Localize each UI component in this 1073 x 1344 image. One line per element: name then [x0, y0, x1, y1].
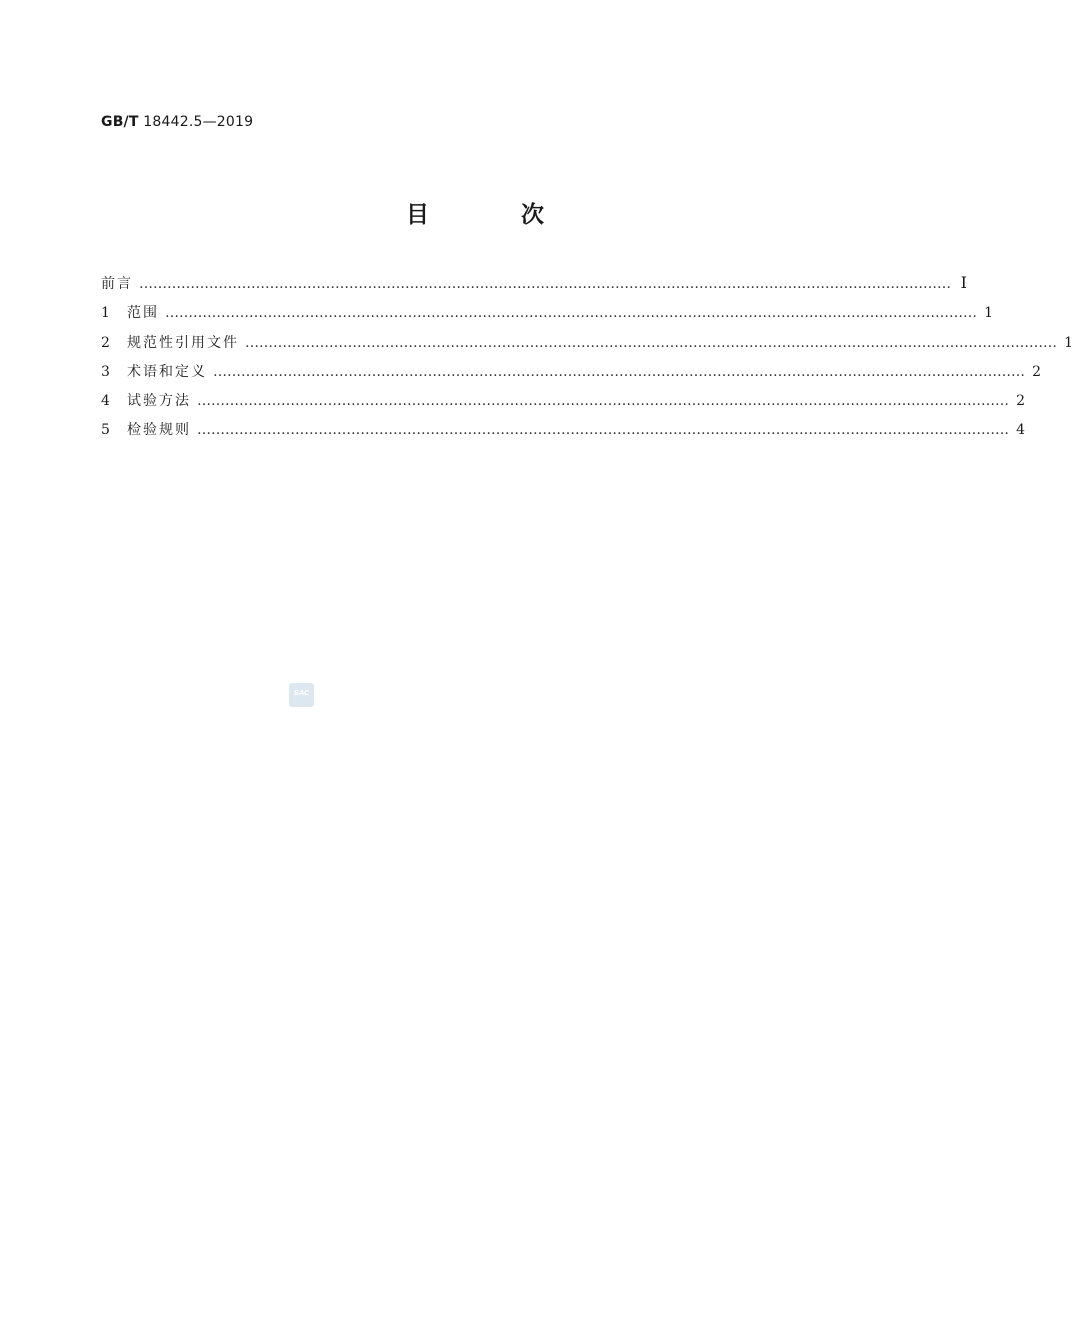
dot-leader: ………………………………………………………………………………………………………………………………………………………… — [139, 276, 951, 292]
dot-leader: ………………………………………………………………………………………………………………………………………………………… — [197, 422, 1009, 439]
toc-entry-page: 1 — [1064, 334, 1073, 351]
toc-entry-label: 范围 — [127, 305, 159, 322]
toc-entry-page: Ⅰ — [960, 273, 967, 292]
toc-entry-page: 2 — [1016, 393, 1025, 410]
watermark-text: SAC — [293, 689, 310, 697]
toc-entry-label: 规范性引用文件 — [127, 334, 239, 351]
toc-entry-scope[interactable] — [101, 302, 993, 331]
toc-entry-inspection-rules[interactable] — [101, 419, 1025, 448]
toc-entry-label: 试验方法 — [127, 393, 191, 410]
toc-entry-number: 3 — [101, 363, 110, 380]
toc-entry-page: 2 — [1032, 363, 1041, 380]
toc-entry-normative-references[interactable] — [101, 332, 1073, 361]
toc-entry-number: 2 — [101, 334, 110, 351]
toc-entry-label: 前言 — [101, 276, 133, 292]
standard-code — [101, 114, 253, 130]
toc-entry-number: 4 — [101, 393, 110, 410]
toc-entry-number: 1 — [101, 305, 110, 322]
toc-entry-number: 5 — [101, 422, 110, 439]
toc-entry-label: 术语和定义 — [127, 363, 207, 380]
toc-entry-page: 4 — [1016, 422, 1025, 439]
toc-entry-foreword[interactable] — [101, 273, 967, 302]
toc-entry-label: 检验规则 — [127, 422, 191, 439]
toc-title: 目 次 — [405, 202, 586, 228]
toc-entry-terms-definitions[interactable] — [101, 361, 1041, 390]
standard-prefix: GB/T — [101, 114, 139, 130]
dot-leader: ………………………………………………………………………………………………………………………………………………………… — [245, 334, 1057, 351]
toc-entry-test-methods[interactable] — [101, 390, 1025, 419]
table-of-contents — [101, 273, 1073, 449]
dot-leader: ………………………………………………………………………………………………………………………………………………………… — [165, 305, 977, 322]
sac-watermark-logo — [289, 683, 314, 707]
standard-number: 18442.5—2019 — [143, 114, 254, 130]
dot-leader: ………………………………………………………………………………………………………………………………………………………… — [213, 363, 1025, 380]
dot-leader: ………………………………………………………………………………………………………………………………………………………… — [197, 393, 1009, 410]
toc-entry-page: 1 — [984, 305, 993, 322]
